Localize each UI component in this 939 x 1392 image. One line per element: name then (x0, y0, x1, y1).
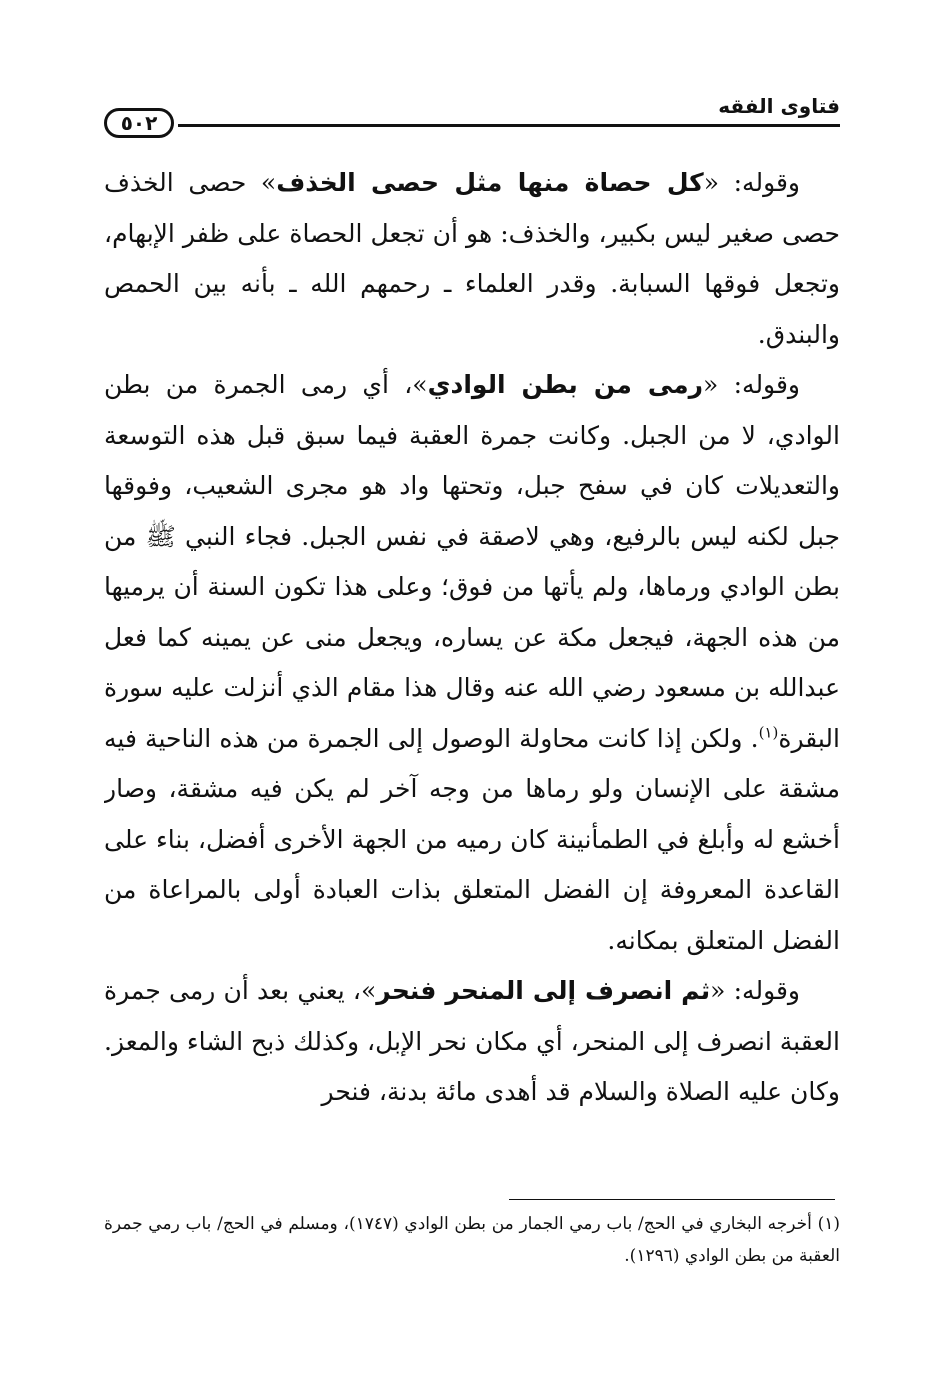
header-rule (178, 124, 840, 127)
paragraph-text: »، يعني بعد أن رمى جمرة العقبة انصرف إلى المنحر، أي مكان نحر الإبل، وكذلك ذبح الشاء والمعز. وكان عليه الصلاة والسلام قد أهدى مائة بدنة، فنحر (104, 976, 840, 1106)
footnote-divider (509, 1199, 835, 1200)
running-title: فتاوى الفقه (718, 94, 840, 118)
hadith-quote: رمى من بطن الوادي (427, 370, 704, 399)
paragraph-text: وقوله: « (710, 976, 801, 1005)
paragraph-text: وقوله: « (703, 168, 801, 197)
footnote-marker[interactable]: (١) (758, 723, 779, 742)
paragraph (104, 360, 840, 966)
paragraph-text: »، أي رمى الجمرة من بطن الوادي، لا من الجبل. وكانت جمرة العقبة فيما سبق قبل هذه التوسعة والتعديلات كان في سفح جبل، وتحتها واد هو مجرى الشعيب، وفوقها جبل لكنه ليس بالرفيع، وهي لاصقة في نفس الجبل. فجاء النبي ﷺ من بطن الوادي ورماها، ولم يأتها من فوق؛ وعلى هذا تكون السنة أن يرميها من هذه الجهة، فيجعل مكة عن يساره، ويجعل منى عن يمينه كما فعل عبدالله بن مسعود رضي الله عنه وقال هذا مقام الذي أنزلت عليه سورة البقرة (104, 370, 840, 753)
hadith-quote: ثم انصرف إلى المنحر فنحر (376, 976, 711, 1005)
paragraph (104, 966, 840, 1118)
paragraph-text: وقوله: « (703, 370, 800, 399)
paragraph-text: . ولكن إذا كانت محاولة الوصول إلى الجمرة من هذه الناحية فيه مشقة على الإنسان ولو رماها من وجه آخر لم يكن فيه مشقة، وصار أخشع له وأبلغ في الطمأنينة كان رميه من الجهة الأخرى أفضل، بناء على القاعدة المعروفة إن الفضل المتعلق بذات العبادة أولى بالمراعاة من الفضل المتعلق بمكانه. (104, 723, 840, 955)
footnotes (104, 1208, 840, 1272)
paragraph (104, 158, 840, 360)
footnote: (١) أخرجه البخاري في الحج/ باب رمي الجمار من بطن الوادي (١٧٤٧)، ومسلم في الحج/ باب رمي جمرة العقبة من بطن الوادي (١٢٩٦). (104, 1214, 840, 1266)
hadith-quote: كل حصاة منها مثل حصى الخذف (276, 168, 704, 197)
main-text (104, 158, 840, 1178)
page-header (104, 96, 840, 148)
paragraph-text: » حصى الخذف حصى صغير ليس بكبير، والخذف: هو أن تجعل الحصاة على ظفر الإبهام، وتجعل فوقها السبابة. وقدر العلماء ـ رحمهم الله ـ بأنه بين الحمص والبندق. (104, 168, 840, 349)
page-number: ٥٠٢ (104, 108, 174, 138)
